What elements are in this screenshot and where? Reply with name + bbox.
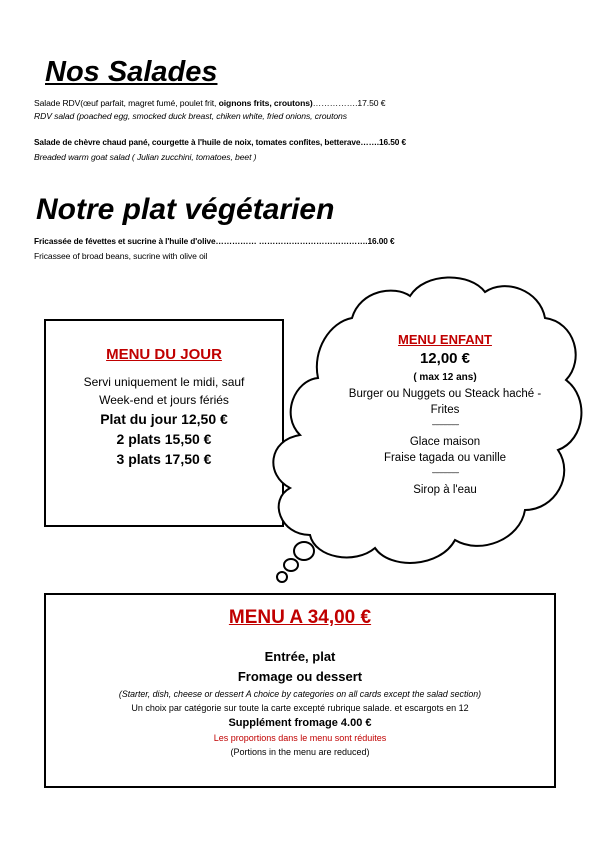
menu-34-line4: Un choix par catégorie sur toute la carte excepté rubrique salade. et escargots en 12 — [131, 703, 469, 713]
vegetarien-item-en: Fricassee of broad beans, sucrine with olive oil — [34, 251, 208, 261]
menu-du-jour-title: MENU DU JOUR — [106, 346, 222, 363]
salade-rdv-fr-desc: Salade RDV(œuf parfait, magret fumé, poulet frit, — [34, 98, 219, 108]
menu-du-jour-plat: Plat du jour 12,50 € — [100, 411, 228, 427]
menu-enfant-line3: Glace maison — [409, 436, 481, 448]
menu-du-jour-3plats: 3 plats 17,50 € — [116, 451, 212, 467]
menu-du-jour-line1: Servi uniquement le midi, sauf — [83, 375, 245, 389]
vegetarien-title: Notre plat végétarien — [36, 193, 335, 226]
menu-34-line1: Entrée, plat — [264, 649, 336, 664]
menu-enfant-price: 12,00 € — [419, 350, 471, 367]
menu-enfant — [330, 332, 560, 498]
menu-enfant-line1: Burger ou Nuggets ou Steack haché - — [348, 388, 542, 400]
menu-enfant-line2: Frites — [430, 404, 460, 416]
salade-rdv-en-c: nions, croutons — [290, 111, 347, 121]
vegetarien-item-fr: Fricassée de févettes et sucrine à l'huile d'olive…………… ………………………………….16.00 € — [34, 236, 395, 246]
menu-34-line6: Les proportions dans le menu sont réduites — [213, 733, 387, 743]
menu-du-jour-line2: Week-end et jours fériés — [99, 393, 229, 407]
salade-rdv-price: …………….17.50 € — [312, 98, 386, 108]
salade-chevre-en: Breaded warm goat salad ( Julian zucchini, tomatoes, beet ) — [34, 152, 257, 162]
menu-enfant-age: ( max 12 ans) — [413, 372, 477, 383]
salade-rdv-en-b: ken white, fried o — [226, 111, 291, 121]
menu-34-line3: (Starter, dish, cheese or dessert A choice by categories on all cards except the salad section) — [118, 689, 482, 699]
salade-chevre-fr: Salade de chèvre chaud pané, courgette à l'huile de noix, tomates confites, betterave…….16.50 € — [34, 137, 406, 147]
menu-34-title: MENU A 34,00 € — [228, 607, 372, 628]
menu-enfant-line5: Sirop à l'eau — [413, 484, 477, 496]
menu-enfant-sep2: -------------------- — [431, 470, 459, 477]
menu-34-box — [44, 593, 556, 788]
menu-34-line7: (Portions in the menu are reduced) — [230, 747, 370, 757]
salades-title: Nos Salades — [45, 56, 218, 88]
menu-enfant-title: MENU ENFANT — [398, 332, 492, 347]
menu-du-jour-2plats: 2 plats 15,50 € — [116, 431, 212, 447]
menu-34-body — [46, 647, 554, 759]
menu-34-line2: Fromage ou dessert — [237, 669, 363, 684]
menu-enfant-sep1: -------------------- — [431, 422, 459, 429]
menu-34-supplement: Supplément fromage 4.00 € — [228, 717, 372, 729]
salade-rdv-en-a: RDV salad (poached egg, smocked duck breast, chi — [34, 111, 227, 121]
salade-rdv-fr-desc-bold: oignons frits, croutons) — [218, 98, 313, 108]
menu-enfant-line4: Fraise tagada ou vanille — [383, 452, 507, 464]
